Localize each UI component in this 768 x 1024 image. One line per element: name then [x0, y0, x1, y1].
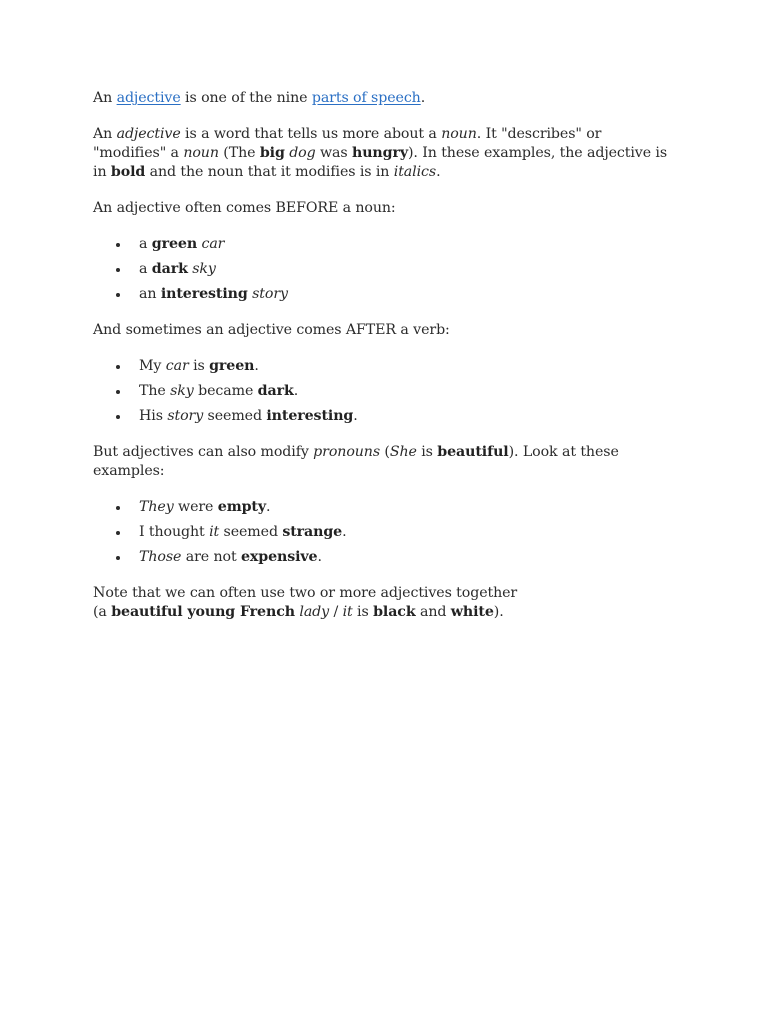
list-item — [93, 548, 668, 567]
text: . It "describes" or "modifies" a — [93, 126, 602, 161]
text: (a — [93, 604, 112, 620]
text: and the noun that it modifies is in — [145, 164, 394, 180]
parts-of-speech-link[interactable]: parts of speech — [311, 90, 421, 106]
bold-term: beautiful — [437, 444, 509, 460]
italic-term: She — [389, 444, 417, 460]
text: ). — [493, 604, 504, 620]
text: ( — [380, 444, 390, 460]
text: . — [342, 524, 347, 540]
text: / — [329, 604, 343, 620]
text: were — [173, 499, 218, 515]
text: a — [139, 236, 152, 252]
before-heading: An adjective often comes BEFORE a noun: — [93, 200, 396, 216]
italic-term: story — [252, 286, 288, 302]
text: His — [139, 408, 168, 424]
pronoun-paragraph — [93, 443, 668, 481]
text: an — [139, 286, 161, 302]
text: ). Look at these examples: — [93, 444, 619, 479]
bold-term: expensive — [240, 549, 318, 565]
article-body — [93, 89, 668, 622]
list-item — [93, 357, 668, 376]
intro-paragraph — [93, 89, 668, 108]
italic-term: car — [165, 358, 189, 374]
text: seemed — [219, 524, 283, 540]
pronoun-examples-list — [93, 498, 668, 567]
text: is — [188, 358, 210, 374]
italic-term: car — [201, 236, 225, 252]
italic-term: adjective — [116, 126, 181, 142]
bold-term: interesting — [160, 286, 248, 302]
text: . — [436, 164, 441, 180]
italic-term: italics — [393, 164, 437, 180]
text: is — [416, 444, 438, 460]
italic-term: noun — [183, 145, 219, 161]
text: . — [293, 383, 299, 399]
text: . — [353, 408, 358, 424]
bold-term: big — [259, 145, 285, 161]
bold-term: interesting — [266, 408, 354, 424]
list-item — [93, 382, 668, 401]
bold-term: green — [209, 358, 255, 374]
text: . — [317, 549, 322, 565]
text: is — [352, 604, 374, 620]
bold-term: green — [151, 236, 198, 252]
text: But adjectives can also modify — [93, 444, 314, 460]
bold-term: dark — [257, 383, 294, 399]
text: seemed — [203, 408, 267, 424]
bold-term: beautiful young French — [111, 604, 295, 620]
italic-term: noun — [441, 126, 477, 142]
list-item — [93, 498, 668, 517]
after-examples-list — [93, 357, 668, 426]
text: was — [315, 145, 352, 161]
before-examples-list — [93, 235, 668, 304]
text: The — [139, 383, 171, 399]
text: is one of the nine — [180, 90, 312, 106]
list-item — [93, 523, 668, 542]
text: are not — [181, 549, 241, 565]
text: became — [193, 383, 258, 399]
italic-term: pronouns — [313, 444, 381, 460]
italic-term: it — [209, 524, 220, 540]
list-item — [93, 407, 668, 426]
text: (The — [218, 145, 260, 161]
text: a — [139, 261, 152, 277]
after-heading: And sometimes an adjective comes AFTER a verb: — [93, 322, 450, 338]
italic-term: dog — [289, 145, 316, 161]
italic-term: They — [139, 499, 174, 515]
bold-term: strange — [282, 524, 343, 540]
text: My — [139, 358, 166, 374]
text: . — [266, 499, 271, 515]
italic-term: story — [167, 408, 204, 424]
text: and — [415, 604, 451, 620]
bold-term: bold — [110, 164, 146, 180]
text: . — [420, 90, 426, 106]
text: An — [93, 126, 117, 142]
italic-term: it — [342, 604, 353, 620]
italic-term: lady — [299, 604, 330, 620]
text: I thought — [139, 524, 210, 540]
bold-term: dark — [151, 261, 188, 277]
text: . — [254, 358, 259, 374]
definition-paragraph — [93, 125, 668, 182]
italic-term: sky — [192, 261, 216, 277]
list-item — [93, 235, 668, 254]
bold-term: black — [373, 604, 416, 620]
bold-term: empty — [217, 499, 267, 515]
italic-term: Those — [139, 549, 182, 565]
bold-term: hungry — [352, 145, 408, 161]
italic-term: sky — [170, 383, 194, 399]
text: is a word that tells us more about a — [180, 126, 442, 142]
bold-term: white — [450, 604, 494, 620]
text: Note that we can often use two or more adjectives together — [93, 585, 518, 601]
adjective-link[interactable]: adjective — [116, 90, 181, 106]
list-item — [93, 285, 668, 304]
note-paragraph — [93, 584, 668, 622]
text: ). In these examples, the adjective is in — [93, 145, 668, 180]
text: An — [93, 90, 117, 106]
list-item — [93, 260, 668, 279]
